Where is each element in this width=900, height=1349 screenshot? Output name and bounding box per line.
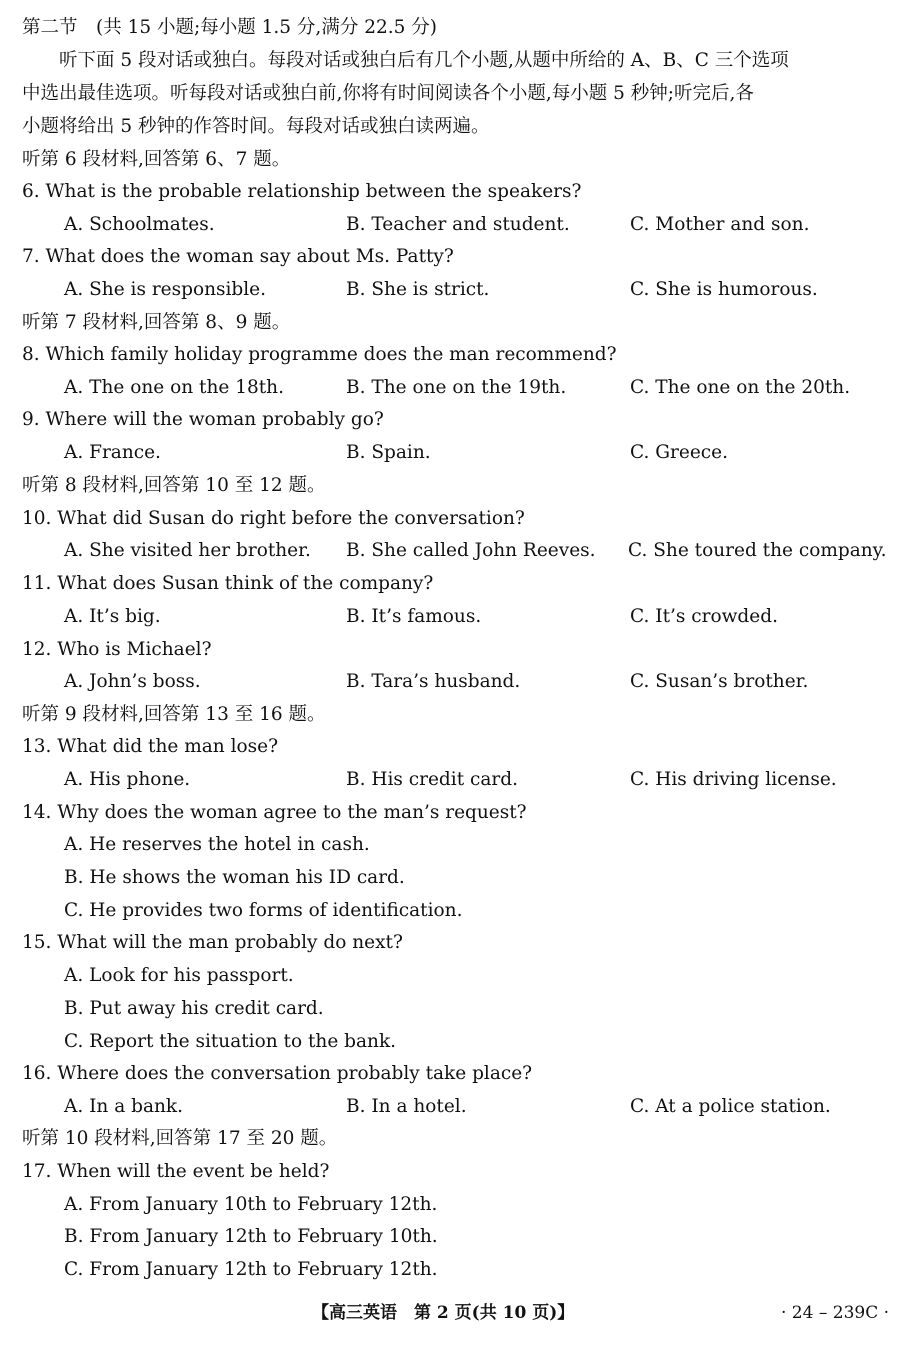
question-13-option-b: B. His credit card. (346, 769, 518, 790)
question-17-option-b: B. From January 12th to February 10th. (64, 1226, 438, 1247)
question-14-option-a: A. He reserves the hotel in cash. (64, 834, 370, 855)
group-heading-7: 听第 7 段材料,回答第 8、9 题。 (22, 312, 291, 333)
question-16-option-a: A. In a bank. (64, 1096, 184, 1117)
question-10-option-c: C. She toured the company. (628, 540, 887, 561)
group-heading-9: 听第 9 段材料,回答第 13 至 16 题。 (22, 704, 326, 725)
question-15-option-b: B. Put away his credit card. (64, 998, 324, 1019)
question-6-option-c: C. Mother and son. (630, 214, 810, 235)
question-9-option-a: A. France. (64, 442, 161, 463)
page-footer-label: 【高三英语 第 2 页(共 10 页)】 (312, 1303, 575, 1323)
question-6-option-a: A. Schoolmates. (64, 214, 215, 235)
question-stem-14: 14. Why does the woman agree to the man’s request? (22, 802, 527, 823)
question-9-option-c: C. Greece. (630, 442, 728, 463)
question-9-option-b: B. Spain. (346, 442, 431, 463)
question-8-option-b: B. The one on the 19th. (346, 377, 567, 398)
question-13-option-c: C. His driving license. (630, 769, 837, 790)
question-7-option-b: B. She is strict. (346, 279, 490, 300)
question-stem-10: 10. What did Susan do right before the conversation? (22, 508, 525, 529)
instruction-line-2: 中选出最佳选项。听每段对话或独白前,你将有时间阅读各个小题,每小题 5 秒钟;听完后,各 (22, 83, 754, 104)
question-stem-11: 11. What does Susan think of the company? (22, 573, 434, 594)
question-stem-7: 7. What does the woman say about Ms. Patty? (22, 246, 454, 267)
question-17-option-c: C. From January 12th to February 12th. (64, 1259, 438, 1280)
question-14-option-b: B. He shows the woman his ID card. (64, 867, 405, 888)
question-15-option-c: C. Report the situation to the bank. (64, 1031, 397, 1052)
question-16-option-c: C. At a police station. (630, 1096, 831, 1117)
question-7-option-c: C. She is humorous. (630, 279, 818, 300)
question-11-option-a: A. It’s big. (64, 606, 161, 627)
question-stem-17: 17. When will the event be held? (22, 1161, 330, 1182)
question-11-option-c: C. It’s crowded. (630, 606, 778, 627)
question-stem-12: 12. Who is Michael? (22, 639, 212, 660)
question-stem-9: 9. Where will the woman probably go? (22, 409, 384, 430)
question-10-option-b: B. She called John Reeves. (346, 540, 596, 561)
group-heading-8: 听第 8 段材料,回答第 10 至 12 题。 (22, 475, 326, 496)
question-17-option-a: A. From January 10th to February 12th. (64, 1194, 438, 1215)
page-footer-code: · 24 – 239C · (781, 1303, 890, 1323)
question-15-option-a: A. Look for his passport. (64, 965, 294, 986)
question-16-option-b: B. In a hotel. (346, 1096, 467, 1117)
group-heading-10: 听第 10 段材料,回答第 17 至 20 题。 (22, 1128, 338, 1149)
question-stem-15: 15. What will the man probably do next? (22, 932, 403, 953)
question-8-option-a: A. The one on the 18th. (64, 377, 284, 398)
question-12-option-a: A. John’s boss. (64, 671, 201, 692)
question-13-option-a: A. His phone. (64, 769, 191, 790)
question-10-option-a: A. She visited her brother. (64, 540, 311, 561)
question-6-option-b: B. Teacher and student. (346, 214, 570, 235)
question-stem-16: 16. Where does the conversation probably take place? (22, 1063, 533, 1084)
question-14-option-c: C. He provides two forms of identification. (64, 900, 463, 921)
question-stem-6: 6. What is the probable relationship between the speakers? (22, 181, 582, 202)
question-11-option-b: B. It’s famous. (346, 606, 482, 627)
question-8-option-c: C. The one on the 20th. (630, 377, 851, 398)
group-heading-6: 听第 6 段材料,回答第 6、7 题。 (22, 149, 291, 170)
section-title: 第二节 (共 15 小题;每小题 1.5 分,满分 22.5 分) (22, 17, 437, 38)
instruction-line-3: 小题将给出 5 秒钟的作答时间。每段对话或独白读两遍。 (22, 116, 490, 137)
question-stem-8: 8. Which family holiday programme does the man recommend? (22, 344, 617, 365)
question-7-option-a: A. She is responsible. (64, 279, 267, 300)
question-stem-13: 13. What did the man lose? (22, 736, 279, 757)
question-12-option-b: B. Tara’s husband. (346, 671, 521, 692)
instruction-line-1: 听下面 5 段对话或独白。每段对话或独白后有几个小题,从题中所给的 A、B、C 三个选项 (22, 50, 789, 71)
question-12-option-c: C. Susan’s brother. (630, 671, 809, 692)
